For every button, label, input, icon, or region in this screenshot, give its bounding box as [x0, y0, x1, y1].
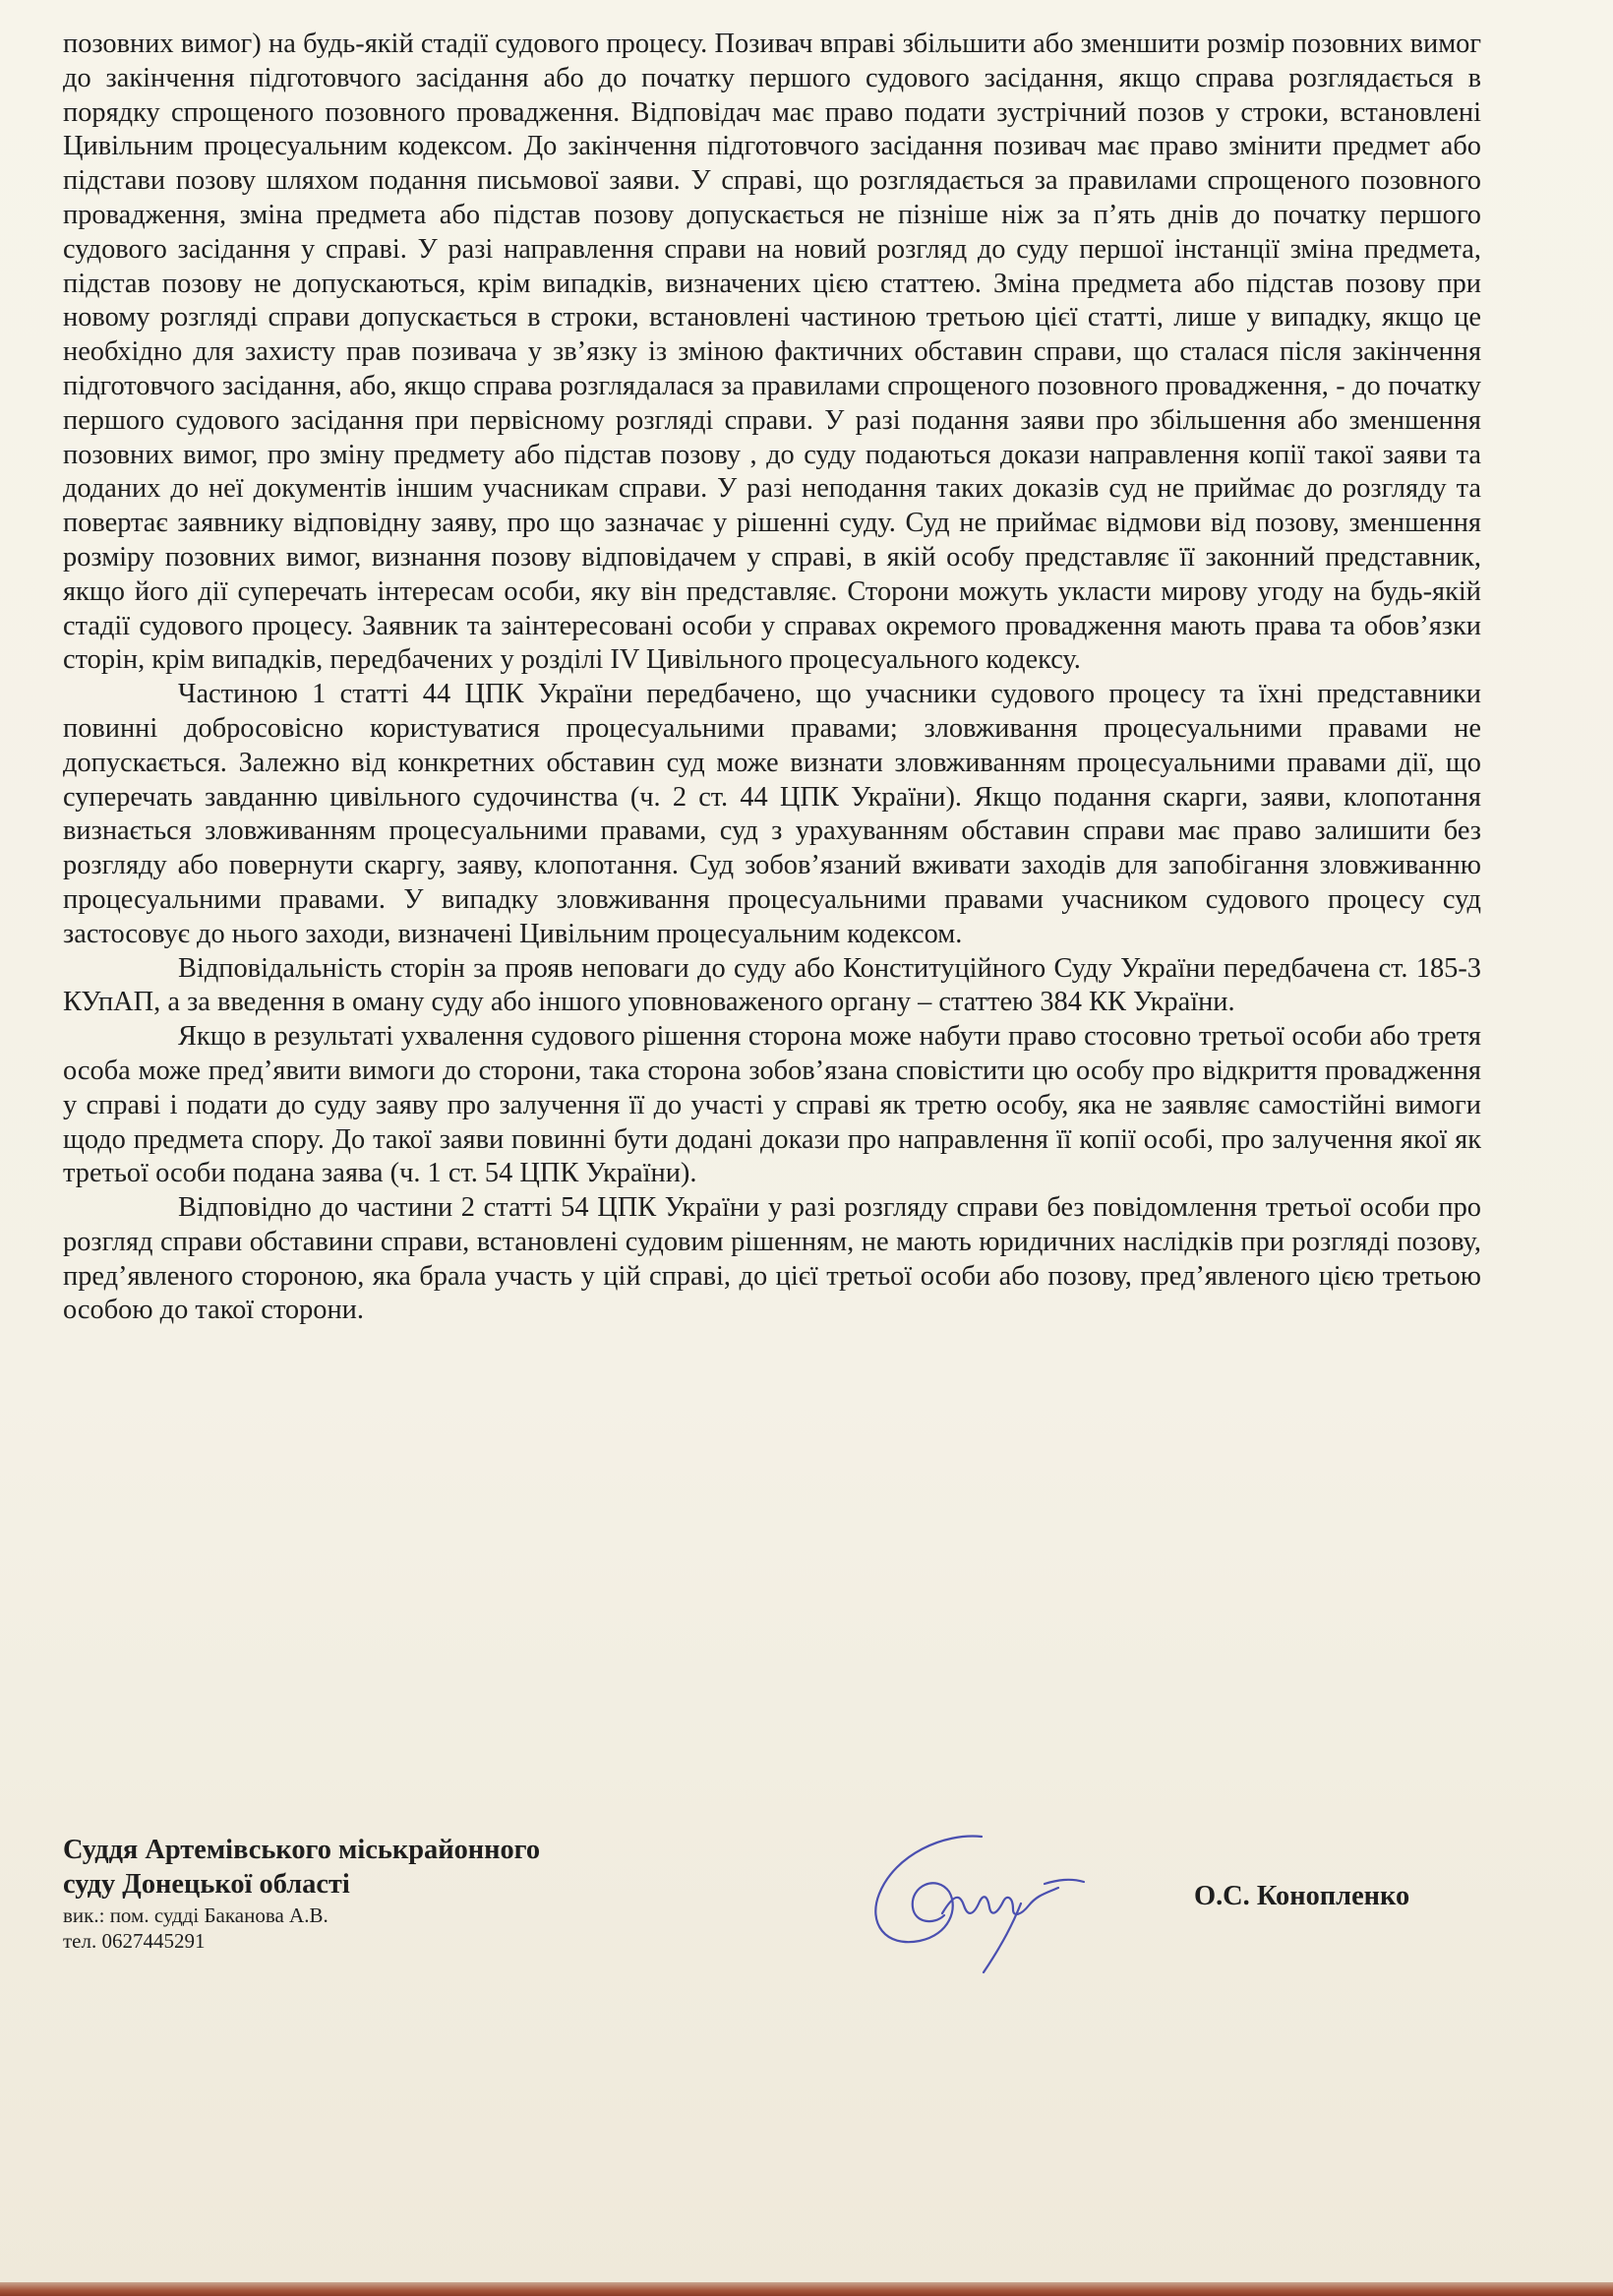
signature-block — [63, 1834, 751, 1954]
executor-note: вик.: пом. судді Баканова А.В. — [63, 1903, 329, 1927]
document-body — [63, 28, 1481, 1328]
handwritten-signature — [866, 1825, 1092, 1982]
phone-note: тел. 0627445291 — [63, 1928, 206, 1953]
paragraph-5: Відповідно до частини 2 статті 54 ЦПК України у разі розгляду справи без повідомлення третьої особи про розгляд справи обставини справи, встановлені судовим рішенням, не мають юридичних наслідків при розгляді позову, пред’явленого стороною, яка брала участь у цій справі, до цієї третьої особи або позову, пред’явленого цією третьою особою до такої сторони. — [63, 1192, 1481, 1326]
judge-name: О.С. Конопленко — [1194, 1881, 1410, 1911]
paragraph-4: Якщо в результаті ухвалення судового рішення сторона може набути право стосовно третьої особи або третя особа може пред’явити вимоги до сторони, така сторона зобов’язана сповістити цю особу про відкриття провадження у справі і подати до суду заяву про залучення її до участі у справі як третю особу, яка не заявляє самостійні вимоги щодо предмета спору. До такої заяви повинні бути додані докази про направлення її копії особі, про залучення якої як третьої особи подана заява (ч. 1 ст. 54 ЦПК України). — [63, 1021, 1481, 1189]
paragraph-3: Відповідальність сторін за прояв неповаги до суду або Конституційного Суду України передбачена ст. 185-3 КУпАП, а за введення в оману суду або іншого уповноваженого органу – статтею 384 КК України. — [63, 952, 1481, 1018]
judge-title-line1: Суддя Артемівського міськрайонного — [63, 1835, 541, 1865]
paragraph-1: позовних вимог) на будь-якій стадії судового процесу. Позивач вправі збільшити або зменшити розмір позовних вимог до закінчення підготовчого засідання або до початку першого судового засідання, якщо справа розглядається в порядку спрощеного позовного провадження. Відповідач має право подати зустрічний позов у строки, встановлені Цивільним процесуальним кодексом. До закінчення підготовчого засідання позивач має право змінити предмет або підстави позову шляхом подання письмової заяви. У справі, що розглядається за правилами спрощеного позовного провадження, зміна предмета або підстав позову допускається не пізніше ніж за п’ять днів до початку першого судового засідання у справі. У разі направлення справи на новий розгляд до суду першої інстанції зміна предмета, підстав позову не допускаються, крім випадків, визначених цією статтею. Зміна предмета або підстав позову при новому розгляді справи допускається в строки, встановлені частиною третьою цієї статті, лише у випадку, якщо це необхідно для захисту прав позивача у зв’язку із зміною фактичних обставин справи, що сталася після закінчення підготовчого засідання, або, якщо справа розглядалася за правилами спрощеного позовного провадження, - до початку першого судового засідання при первісному розгляді справи. У разі подання заяви про збільшення або зменшення позовних вимог, про зміну предмету або підстав позову , до суду подаються докази направлення копії такої заяви та доданих до неї документів іншим учасникам справи. У разі неподання таких доказів суд не приймає до розгляду та повертає заявнику відповідну заяву, про що зазначає у рішенні суду. Суд не приймає відмови від позову, зменшення розміру позовних вимог, визнання позову відповідачем у справі, в якій особу представляє її законний представник, якщо його дії суперечать інтересам особи, яку він представляє. Сторони можуть укласти мирову угоду на будь-якій стадії судового процесу. Заявник та заінтересовані особи у справах окремого провадження мають права та обов’язки сторін, крім випадків, передбачених у розділі IV Цивільного процесуального кодексу. — [63, 29, 1481, 676]
judge-title-line2: суду Донецької області — [63, 1868, 350, 1900]
paragraph-2: Частиною 1 статті 44 ЦПК України передбачено, що учасники судового процесу та їхні представники повинні добросовісно користуватися процесуальними правами; зловживання процесуальними правами не допускається. Залежно від конкретних обставин суд може визнати зловживанням процесуальними правами дії, що суперечать завданню цивільного судочинства (ч. 2 ст. 44 ЦПК України). Якщо подання скарги, заяви, клопотання визнається зловживанням процесуальними правами, суд з урахуванням обставин справи має право залишити без розгляду або повернути скаргу, заяву, клопотання. Суд зобов’язаний вживати заходів для запобігання зловживанню процесуальними правами. У випадку зловживання процесуальними правами учасником судового процесу суд застосовує до нього заходи, визначені Цивільним процесуальним кодексом. — [63, 679, 1481, 949]
page-bottom-edge — [0, 2282, 1613, 2296]
